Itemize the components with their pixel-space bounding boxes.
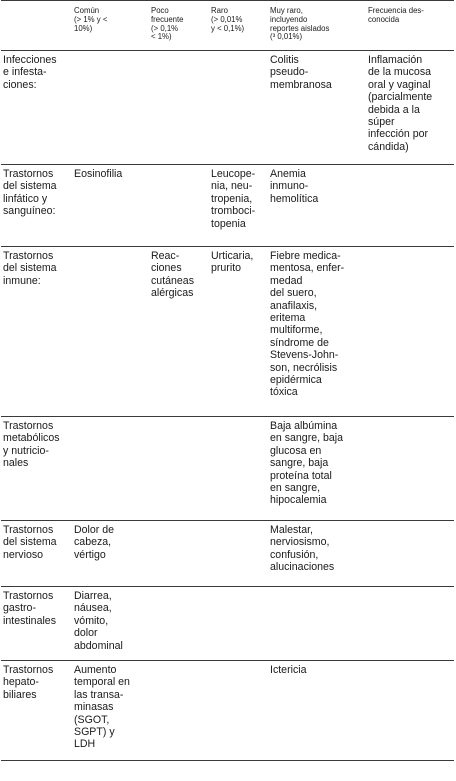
cell-very-rare: Anemia inmuno- hemolítica	[268, 165, 366, 247]
row-organ-class: Trastornos del sistema linfático y sanguíneo:	[1, 165, 72, 247]
cell-common	[72, 417, 149, 521]
cell-rare	[209, 51, 268, 165]
cell-very-rare: Ictericia	[268, 661, 366, 761]
header-row	[1, 1, 454, 51]
cell-unknown: Inflamación de la mucosa oral y vaginal (parcialmente debida a la súper infección por cándida)	[368, 54, 433, 153]
row-organ-class: Infecciones e infesta- ciones:	[3, 54, 57, 91]
row-organ-class: Trastornos metabólicos y nutricio- nales	[1, 417, 72, 521]
table-row	[1, 417, 454, 521]
cell-rare: Urticaria, prurito	[209, 247, 268, 417]
cell-unknown	[366, 587, 454, 661]
cell-rare	[209, 587, 268, 661]
cell-unknown	[366, 521, 454, 587]
cell-uncommon	[149, 165, 209, 247]
cell-uncommon	[149, 587, 209, 661]
table-row	[1, 165, 454, 247]
cell-common	[72, 247, 149, 417]
row-organ-class: Trastornos del sistema nervioso	[1, 521, 72, 587]
cell-very-rare: Malestar, nerviosismo, confusión, alucinaciones	[268, 521, 366, 587]
header-rare: Raro (> 0,01% y < 0,1%)	[209, 1, 268, 51]
cell-rare	[209, 521, 268, 587]
header-uncommon: Poco frecuente (> 0,1% < 1%)	[149, 1, 209, 51]
table-row	[1, 661, 454, 761]
cell-common: Diarrea, náusea, vómito, dolor abdominal	[72, 587, 149, 661]
header-very-rare: Muy raro, incluyendo reportes aislados (³ 0,01%)	[268, 1, 366, 51]
cell-very-rare: Baja albúmina en sangre, baja glucosa en sangre, baja proteína total en sangre, hipocalemia	[268, 417, 366, 521]
cell-unknown	[366, 165, 454, 247]
cell-common: Aumento temporal en las transa- minasas (SGOT, SGPT) y LDH	[72, 661, 149, 761]
adverse-effects-table	[1, 0, 454, 761]
cell-rare: Leucope- nia, neu- tropenia, tromboci- topenia	[209, 165, 268, 247]
cell-common: Dolor de cabeza, vértigo	[72, 521, 149, 587]
cell-uncommon: Reac- ciones cutáneas alérgicas	[149, 247, 209, 417]
cell-very-rare: Colitis pseudo- membranosa	[270, 54, 332, 91]
table-row	[1, 51, 454, 165]
cell-rare	[209, 417, 268, 521]
cell-uncommon	[149, 417, 209, 521]
cell-common: Eosinofilia	[72, 165, 149, 247]
cell-very-rare: Fiebre medica- mentosa, enfer- medad del suero, anafilaxis, eritema multiforme, síndrome de Stevens-John- son, necrólisis epidérmica tóxica	[268, 247, 366, 417]
header-unknown: Frecuencia des- conocida	[366, 1, 454, 51]
table-row	[1, 587, 454, 661]
cell-rare	[209, 661, 268, 761]
cell-uncommon	[149, 51, 209, 165]
header-organ	[1, 1, 72, 51]
row-organ-class: Trastornos del sistema inmune:	[1, 247, 72, 417]
row-organ-class: Trastornos hepato- biliares	[1, 661, 72, 761]
cell-uncommon	[149, 521, 209, 587]
cell-common	[72, 51, 149, 165]
table-row	[1, 521, 454, 587]
cell-unknown	[366, 417, 454, 521]
cell-unknown	[366, 247, 454, 417]
cell-unknown	[366, 661, 454, 761]
header-common: Común (> 1% y < 10%)	[72, 1, 149, 51]
row-organ-class: Trastornos gastro- intestinales	[1, 587, 72, 661]
cell-uncommon	[149, 661, 209, 761]
cell-very-rare	[268, 587, 366, 661]
table-row	[1, 247, 454, 417]
